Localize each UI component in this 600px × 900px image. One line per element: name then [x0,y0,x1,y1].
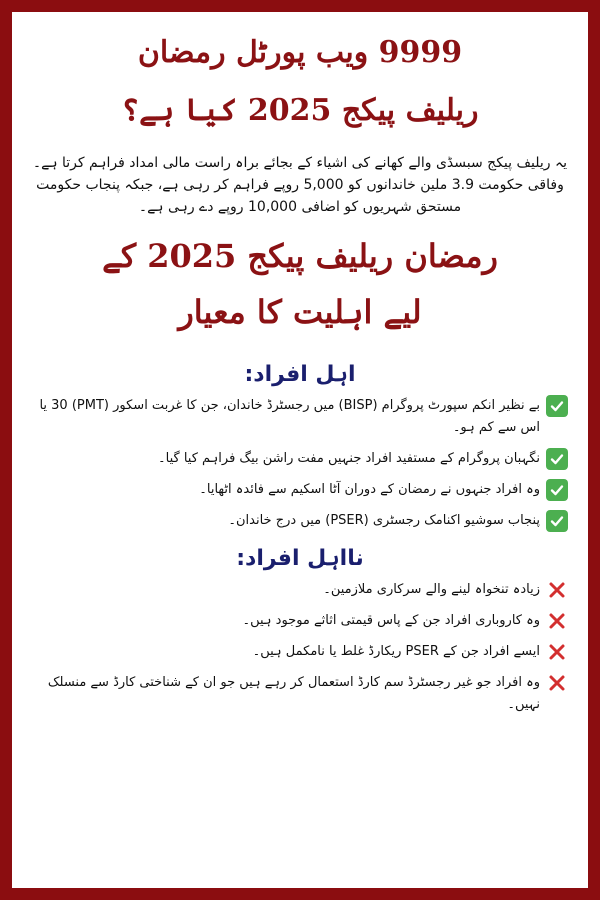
ineligible-heading: نااہل افراد: [236,546,364,571]
check-mark-icon [546,479,568,501]
eligible-item-text: بے نظیر انکم سپورٹ پروگرام (BISP) میں رجسٹرڈ خاندان، جن کا غربت اسکور (PMT) 30 یا اس سے کم ہو۔ [39,398,540,435]
eligible-item [28,479,568,501]
ineligible-item [28,610,568,632]
ineligible-list [12,579,588,716]
eligible-item [28,448,568,470]
eligible-item-text: وہ افراد جنہوں نے رمضان کے دوران آٹا اسکیم سے فائدہ اٹھایا۔ [199,482,540,497]
cross-mark-icon [546,610,568,632]
eligible-list [12,395,588,532]
eligible-item-text: پنجاب سوشیو اکنامک رجسٹری (PSER) میں درج خاندان۔ [228,513,540,528]
ineligible-item-text: ایسے افراد جن کے PSER ریکارڈ غلط یا نامکمل ہیں۔ [252,644,540,659]
ineligible-item-text: وہ افراد جو غیر رجسٹرڈ سم کارڈ استعمال کر رہے ہیں جو ان کے شناختی کارڈ سے منسلک نہیں۔ [47,675,540,712]
ineligible-item [28,672,568,716]
check-mark-icon [546,448,568,470]
cross-mark-icon [546,579,568,601]
intro-paragraph: یہ ریلیف پیکج سبسڈی والے کھانے کی اشیاء کے بجائے براہ راست مالی امداد فراہم کرتا ہے۔ وفاقی حکومت 3.9 ملین خاندانوں کو 5,000 روپے فراہم کر رہی ہے، جبکہ پنجاب حکومت مستحق شہریوں کو اضافی 10,000 روپے دے رہی ہے۔ [32,155,568,215]
ineligible-item-text: زیادہ تنخواہ لینے والے سرکاری ملازمین۔ [323,582,540,597]
cross-mark-icon [546,672,568,694]
eligible-item [28,395,568,439]
criteria-title-line-1: رمضان ریلیف پیکج 2025 کے [102,237,498,275]
ineligible-item [28,641,568,663]
eligible-item-text: نگہبان پروگرام کے مستفید افراد جنہیں مفت راشن بیگ فراہم کیا گیا۔ [158,451,540,466]
eligible-item [28,510,568,532]
check-mark-icon [546,510,568,532]
title-line-1: 9999 ویب پورٹل رمضان [137,35,463,70]
title-line-2: ریلیف پیکج 2025 کیا ہے؟ [121,93,479,128]
check-mark-icon [546,395,568,417]
ineligible-item-text: وہ کاروباری افراد جن کے پاس قیمتی اثاثے موجود ہیں۔ [242,613,540,628]
ineligible-item [28,579,568,601]
cross-mark-icon [546,641,568,663]
criteria-title-line-2: لیے اہلیت کا معیار [178,293,422,331]
poster-frame [12,12,588,888]
eligible-heading: اہل افراد: [244,362,356,387]
